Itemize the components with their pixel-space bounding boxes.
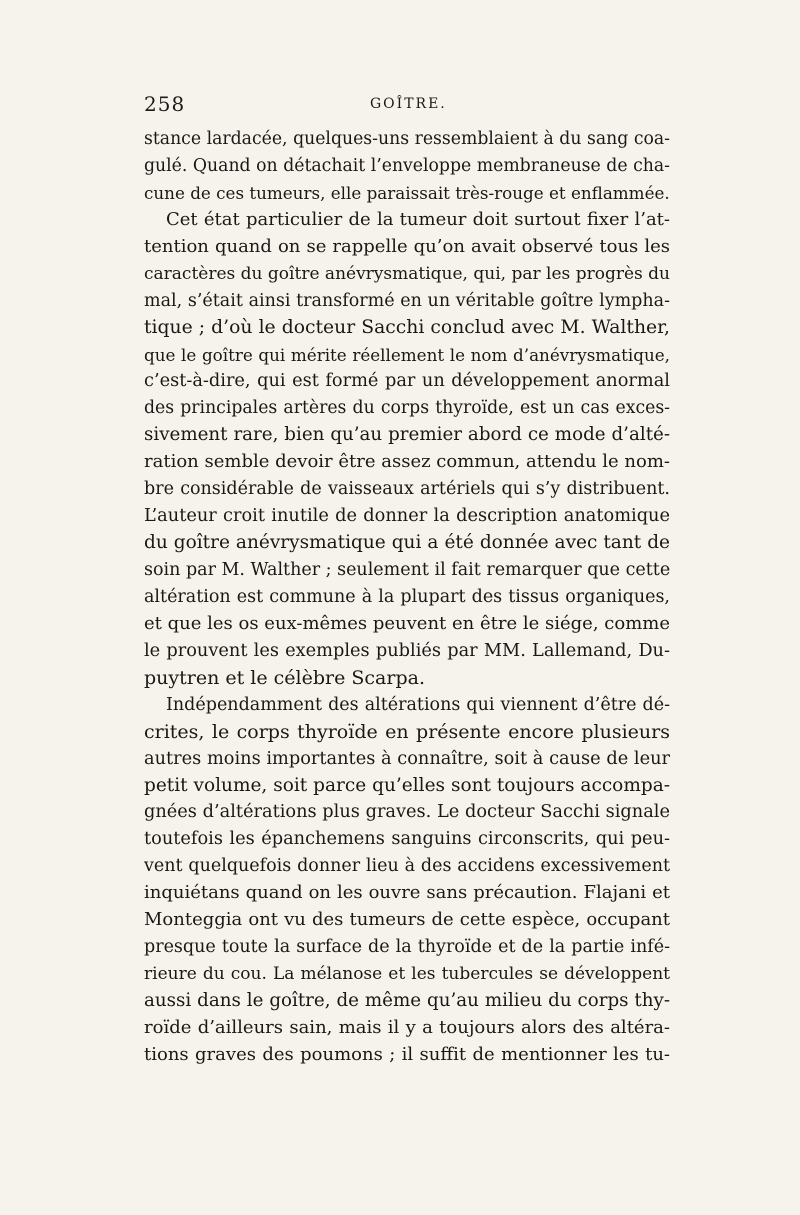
- text-line: gulé. Quand on détachait l’enveloppe membraneuse de cha-: [144, 155, 670, 176]
- text-line: mal, s’était ainsi transformé en un véritable goître lympha-: [144, 290, 670, 311]
- page-number: 258: [144, 92, 186, 116]
- body-text: [144, 126, 670, 1069]
- text-line: le prouvent les exemples publiés par MM. Lallemand, Du-: [144, 640, 670, 661]
- text-line: presque toute la surface de la thyroïde et de la partie infé-: [144, 937, 670, 958]
- text-line: Monteggia ont vu des tumeurs de cette espèce, occupant: [144, 909, 670, 931]
- text-line: et que les os eux-mêmes peuvent en être le siége, comme: [144, 612, 670, 634]
- text-line: du goître anévrysmatique qui a été donnée avec tant de: [144, 532, 670, 554]
- text-line: stance lardacée, quelques-uns ressemblaient à du sang coa-: [144, 129, 670, 149]
- text-line: tique ; d’où le docteur Sacchi conclud avec M. Walther,: [144, 316, 670, 338]
- text-line: autres moins importantes à connaître, soit à cause de leur: [144, 748, 670, 769]
- text-line: toutefois les épanchemens sanguins circonscrits, qui peu-: [144, 829, 670, 850]
- text-line: des principales artères du corps thyroïde, est un cas exces-: [144, 398, 670, 419]
- text-line: L’auteur croit inutile de donner la description anatomique: [144, 506, 670, 527]
- text-line: aussi dans le goître, de même qu’au milieu du corps thy-: [144, 990, 670, 1011]
- text-line: vent quelquefois donner lieu à des accidens excessivement: [144, 856, 670, 877]
- text-line: que le goître qui mérite réellement le nom d’anévrysmatique,: [144, 344, 670, 365]
- text-line: gnées d’altérations plus graves. Le docteur Sacchi signale: [144, 802, 670, 823]
- text-line: rieure du cou. La mélanose et les tubercules se développent: [144, 964, 670, 985]
- text-line: tions graves des poumons ; il suffit de mentionner les tu-: [144, 1043, 670, 1065]
- text-line: roïde d’ailleurs sain, mais il y a toujours alors des altéra-: [144, 1016, 670, 1038]
- text-line: bre considérable de vaisseaux artériels qui s’y distribuent.: [144, 479, 670, 500]
- text-line: inquiétans quand on les ouvre sans précaution. Flajani et: [144, 882, 670, 904]
- text-line: Cet état particulier de la tumeur doit surtout fixer l’at-: [166, 208, 670, 230]
- text-line: ration semble devoir être assez commun, attendu le nom-: [144, 451, 670, 473]
- text-line: cune de ces tumeurs, elle paraissait très-rouge et enflammée.: [144, 182, 670, 203]
- text-line: tention quand on se rappelle qu’on avait observé tous les: [144, 235, 670, 257]
- text-line: soin par M. Walther ; seulement il fait remarquer que cette: [144, 560, 670, 580]
- text-line: petit volume, soit parce qu’elles sont toujours accompa-: [144, 774, 670, 796]
- text-line: sivement rare, bien qu’au premier abord ce mode d’alté-: [144, 424, 670, 446]
- text-line: altération est commune à la plupart des tissus organiques,: [144, 586, 670, 607]
- text-line: c’est-à-dire, qui est formé par un développement anormal: [144, 371, 670, 392]
- running-head: GOÎTRE.: [370, 96, 447, 112]
- text-line: caractères du goître anévrysmatique, qui, par les progrès du: [144, 263, 670, 284]
- text-line: Indépendamment des altérations qui viennent d’être dé-: [166, 694, 670, 715]
- page-header: [140, 92, 670, 122]
- text-line: puytren et le célèbre Scarpa.: [144, 666, 425, 689]
- text-line: crites, le corps thyroïde en présente encore plusieurs: [144, 720, 670, 743]
